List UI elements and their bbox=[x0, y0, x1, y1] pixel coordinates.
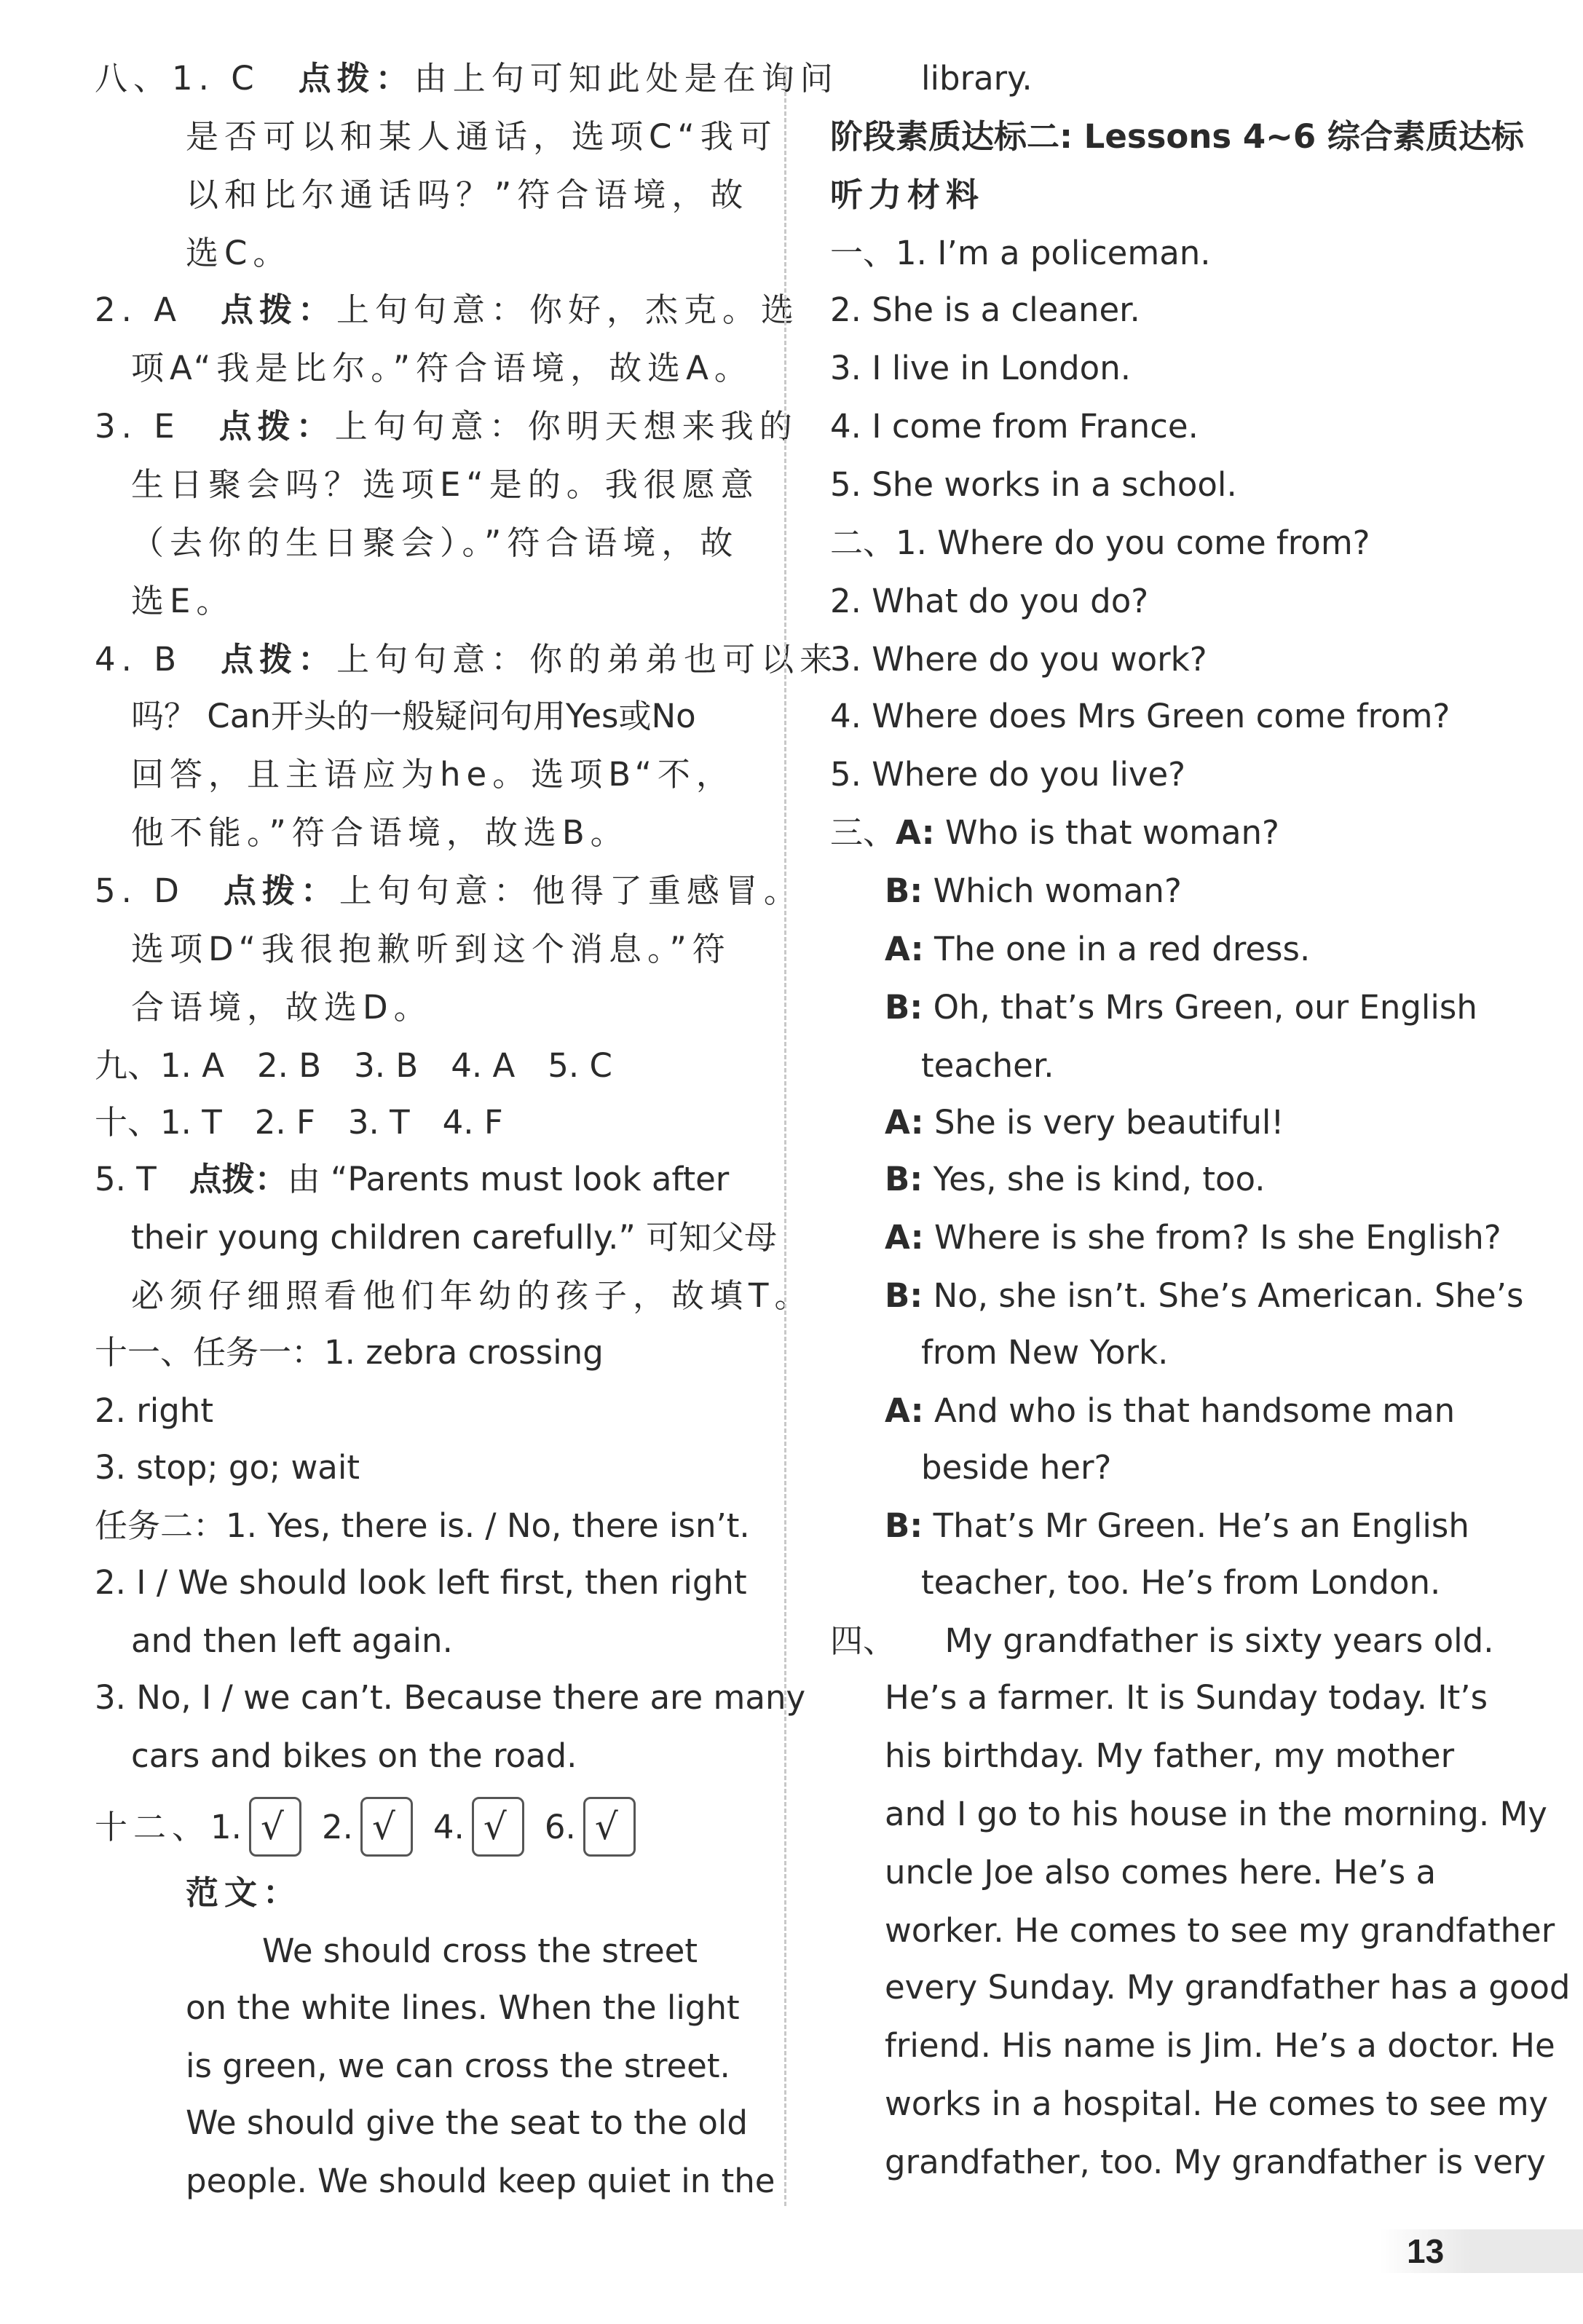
text-segment: We should give the seat to the old bbox=[186, 2103, 748, 2142]
text-segment: 5. D bbox=[95, 872, 224, 910]
left-text-line bbox=[186, 1986, 740, 2030]
text-segment: 3. stop; go; wait bbox=[95, 1448, 360, 1487]
right-text-line bbox=[885, 1734, 1454, 1778]
text-segment: friend. His name is Jim. He’s a doctor. He bbox=[885, 2026, 1555, 2065]
left-text-line bbox=[131, 986, 433, 1029]
left-text-line bbox=[95, 1158, 729, 1201]
left-text-line bbox=[186, 2044, 730, 2088]
right-text-line bbox=[885, 1909, 1555, 1953]
text-segment: 2. A bbox=[95, 290, 221, 329]
right-text-line bbox=[885, 928, 1310, 971]
left-text-line bbox=[131, 811, 629, 855]
text-segment: 吗？ Can开头的一般疑问句用Yes或No bbox=[131, 697, 696, 735]
text-segment: 3. I live in London. bbox=[830, 349, 1132, 387]
left-text-line bbox=[95, 638, 838, 681]
checkbox-checked: √ bbox=[249, 1797, 301, 1857]
text-segment: 二、1. Where do you come from? bbox=[830, 523, 1370, 562]
right-text-line bbox=[830, 753, 1185, 797]
text-segment: 八、1. C bbox=[95, 59, 299, 98]
text-segment: The one in a red dress. bbox=[923, 930, 1311, 968]
bold-label: B: bbox=[885, 1506, 923, 1545]
bold-label: B: bbox=[885, 1276, 923, 1315]
bold-label: 范文： bbox=[186, 1873, 302, 1912]
bold-label: 点拨： bbox=[298, 59, 414, 98]
left-text-line bbox=[131, 1216, 777, 1260]
bold-label: 点拨： bbox=[218, 407, 335, 446]
bold-label: A: bbox=[885, 1391, 924, 1430]
bold-label: A: bbox=[885, 930, 924, 968]
text-segment: on the white lines. When the light bbox=[186, 1988, 740, 2027]
text-segment: every Sunday. My grandfather has a good bbox=[885, 1968, 1571, 2007]
right-text-line bbox=[830, 288, 1140, 332]
section-label: 十二、 bbox=[95, 1808, 211, 1846]
text-segment: works in a hospital. He comes to see my bbox=[885, 2084, 1549, 2123]
text-segment: Oh, that’s Mrs Green, our English bbox=[923, 988, 1477, 1027]
text-segment: 以和比尔通话吗？”符合语境，故 bbox=[186, 175, 749, 214]
text-segment: And who is that handsome man bbox=[923, 1391, 1456, 1430]
text-segment: 他不能。”符合语境，故选B。 bbox=[131, 813, 629, 852]
text-segment: She is very beautiful! bbox=[923, 1103, 1284, 1142]
right-text-line bbox=[830, 115, 1524, 159]
left-text-line bbox=[95, 405, 798, 448]
text-segment: cars and bikes on the road. bbox=[131, 1736, 577, 1775]
right-text-line bbox=[921, 1044, 1054, 1088]
column-divider bbox=[784, 66, 786, 2206]
text-segment: grandfather, too. My grandfather is very bbox=[885, 2143, 1546, 2181]
right-text-line bbox=[830, 638, 1207, 681]
left-text-line bbox=[131, 580, 234, 623]
left-text-line bbox=[186, 2159, 775, 2203]
bold-label: A: bbox=[885, 1103, 924, 1142]
text-segment: 2. I / We should look left first, then right bbox=[95, 1563, 747, 1602]
text-segment: 上句句意：你好，杰克。选 bbox=[336, 290, 800, 329]
text-segment: Where is she from? Is she English? bbox=[923, 1218, 1501, 1257]
left-text-line bbox=[131, 753, 735, 797]
text-segment: is green, we can cross the street. bbox=[186, 2047, 730, 2085]
checkbox-answer-line bbox=[95, 1800, 656, 1859]
left-text-line bbox=[95, 57, 839, 100]
text-segment: Yes, she is kind, too. bbox=[923, 1160, 1266, 1198]
left-text-line bbox=[186, 2101, 748, 2145]
text-segment: teacher, too. He’s from London. bbox=[921, 1563, 1441, 1602]
left-text-line bbox=[95, 288, 800, 332]
text-segment: his birthday. My father, my mother bbox=[885, 1736, 1455, 1775]
text-segment: teacher. bbox=[921, 1046, 1054, 1085]
right-text-line bbox=[885, 1793, 1547, 1836]
text-segment: 2. She is a cleaner. bbox=[830, 290, 1140, 329]
bold-label: 阶段素质达标二: Lessons 4~6 综合素质达标 bbox=[830, 117, 1524, 156]
right-text-line bbox=[885, 1966, 1570, 2009]
text-segment: We should cross the street bbox=[262, 1932, 698, 1970]
right-text-line bbox=[830, 580, 1148, 623]
text-segment: library. bbox=[921, 59, 1033, 98]
text-segment: their young children carefully.” 可知父母 bbox=[131, 1218, 778, 1257]
text-segment: 4. Where does Mrs Green come from? bbox=[830, 697, 1450, 735]
right-text-line bbox=[830, 695, 1450, 738]
text-segment: 3. Where do you work? bbox=[830, 640, 1207, 679]
left-text-line bbox=[131, 695, 696, 738]
text-segment: 十、1. T 2. F 3. T 4. F bbox=[95, 1103, 503, 1142]
right-text-line bbox=[830, 1619, 1494, 1663]
checkbox-checked: √ bbox=[360, 1797, 413, 1857]
text-segment: 上句句意：他得了重感冒。 bbox=[339, 872, 802, 910]
right-text-line bbox=[885, 1676, 1488, 1720]
left-text-line bbox=[131, 347, 753, 390]
text-segment: 合语境，故选D。 bbox=[131, 988, 433, 1027]
bold-label: 点拨： bbox=[221, 290, 337, 329]
right-text-line bbox=[921, 1561, 1440, 1605]
right-text-line bbox=[885, 1389, 1455, 1433]
right-text-line bbox=[830, 811, 1279, 855]
text-segment: 四、 My grandfather is sixty years old. bbox=[830, 1621, 1494, 1660]
text-segment: 选E。 bbox=[131, 582, 235, 620]
left-text-line bbox=[95, 1676, 805, 1720]
left-text-line bbox=[131, 1274, 813, 1318]
text-segment: No, she isn’t. She’s American. She’s bbox=[923, 1276, 1524, 1315]
left-text-line bbox=[131, 1734, 577, 1778]
bold-label: B: bbox=[885, 872, 923, 910]
right-text-line bbox=[921, 1331, 1168, 1375]
text-segment: and then left again. bbox=[131, 1621, 453, 1660]
bold-label: B: bbox=[885, 988, 923, 1027]
text-segment: 选项D“我很抱歉听到这个消息。”符 bbox=[131, 930, 731, 968]
text-segment: 4. I come from France. bbox=[830, 407, 1199, 446]
text-segment: 5. She works in a school. bbox=[830, 465, 1237, 504]
right-text-line bbox=[830, 521, 1370, 565]
left-text-line bbox=[131, 521, 738, 565]
bold-label: A: bbox=[885, 1218, 924, 1257]
item-number: 1. bbox=[210, 1808, 242, 1846]
text-segment: 由上句可知此处是在询问 bbox=[414, 59, 839, 98]
left-text-line bbox=[131, 1619, 453, 1663]
left-text-line bbox=[95, 1331, 604, 1375]
bold-label: 点拨： bbox=[221, 640, 337, 679]
right-text-line bbox=[885, 986, 1477, 1029]
text-segment: 一、1. I’m a policeman. bbox=[830, 234, 1211, 272]
left-text-line bbox=[186, 1871, 301, 1915]
text-segment: and I go to his house in the morning. My bbox=[885, 1795, 1547, 1833]
text-segment: He’s a farmer. It is Sunday today. It’s bbox=[885, 1678, 1488, 1717]
text-segment: 由 “Parents must look after bbox=[287, 1160, 730, 1198]
left-text-line bbox=[131, 928, 731, 971]
left-text-line bbox=[95, 1044, 612, 1088]
text-segment: 上句句意：你明天想来我的 bbox=[334, 407, 798, 446]
text-segment: 三、 bbox=[830, 813, 896, 852]
text-segment: 4. B bbox=[95, 640, 221, 679]
text-segment: people. We should keep quiet in the bbox=[186, 2162, 775, 2200]
right-text-line bbox=[885, 1216, 1501, 1260]
right-text-line bbox=[921, 57, 1033, 100]
right-text-line bbox=[885, 2082, 1548, 2126]
right-text-line bbox=[885, 1158, 1266, 1201]
item-number: 6. bbox=[544, 1808, 576, 1846]
left-text-line bbox=[131, 463, 759, 507]
right-text-line bbox=[885, 1101, 1284, 1145]
text-segment: 回答，且主语应为he。选项B“不， bbox=[131, 755, 735, 794]
text-segment: beside her? bbox=[921, 1448, 1112, 1487]
text-segment: 3. E bbox=[95, 407, 219, 446]
text-segment: 2. What do you do? bbox=[830, 582, 1149, 620]
right-text-line bbox=[885, 1504, 1469, 1548]
text-segment: Which woman? bbox=[923, 872, 1182, 910]
right-text-line bbox=[885, 1851, 1436, 1894]
text-segment: 2. right bbox=[95, 1391, 213, 1430]
right-text-line bbox=[830, 405, 1199, 448]
text-segment: 生日聚会吗？选项E“是的。我很愿意 bbox=[131, 465, 759, 504]
bold-label: 点拨： bbox=[189, 1160, 288, 1198]
left-text-line bbox=[186, 173, 749, 217]
left-text-line bbox=[95, 1101, 503, 1145]
right-text-line bbox=[830, 173, 984, 217]
text-segment: 3. No, I / we can’t. Because there are many bbox=[95, 1678, 806, 1717]
text-segment: （去你的生日聚会）。”符合语境，故 bbox=[131, 523, 739, 562]
text-segment: 十一、任务一：1. zebra crossing bbox=[95, 1333, 604, 1372]
text-segment: 九、1. A 2. B 3. B 4. A 5. C bbox=[95, 1046, 612, 1085]
text-segment: 必须仔细照看他们年幼的孩子，故填T。 bbox=[131, 1276, 813, 1315]
right-text-line bbox=[885, 2024, 1555, 2068]
left-text-line bbox=[95, 1389, 213, 1433]
bold-label: 点拨： bbox=[223, 872, 339, 910]
left-text-line bbox=[186, 232, 291, 275]
text-segment: That’s Mr Green. He’s an English bbox=[923, 1506, 1469, 1545]
left-text-line bbox=[95, 1446, 360, 1490]
text-segment: from New York. bbox=[921, 1333, 1169, 1372]
bold-label: 听力材料 bbox=[830, 175, 985, 214]
text-segment: 上句句意：你的弟弟也可以来 bbox=[336, 640, 839, 679]
bold-label: A: bbox=[896, 813, 935, 852]
text-segment: uncle Joe also comes here. He’s a bbox=[885, 1853, 1437, 1892]
left-text-line bbox=[95, 1504, 750, 1548]
left-text-line bbox=[95, 869, 802, 913]
checkbox-checked: √ bbox=[583, 1797, 636, 1857]
right-text-line bbox=[885, 1274, 1523, 1318]
right-text-line bbox=[885, 2141, 1546, 2184]
right-text-line bbox=[830, 463, 1237, 507]
text-segment: 5. T bbox=[95, 1160, 189, 1198]
page-number: 13 bbox=[1407, 2232, 1445, 2270]
left-text-line bbox=[186, 115, 778, 159]
bold-label: B: bbox=[885, 1160, 923, 1198]
item-number: 2. bbox=[321, 1808, 353, 1846]
text-segment: 项A“我是比尔。”符合语境，故选A。 bbox=[131, 349, 753, 387]
left-text-line bbox=[262, 1929, 698, 1973]
right-text-line bbox=[830, 347, 1131, 390]
text-segment: 任务二：1. Yes, there is. / No, there isn’t. bbox=[95, 1506, 750, 1545]
text-segment: 5. Where do you live? bbox=[830, 755, 1186, 794]
left-text-line bbox=[95, 1561, 747, 1605]
text-segment: 选C。 bbox=[186, 234, 292, 272]
text-segment: 是否可以和某人通话，选项C“我可 bbox=[186, 117, 778, 156]
text-segment: Who is that woman? bbox=[934, 813, 1279, 852]
right-text-line bbox=[921, 1446, 1111, 1490]
text-segment: worker. He comes to see my grandfather bbox=[885, 1911, 1555, 1950]
right-text-line bbox=[830, 232, 1211, 275]
checkbox-checked: √ bbox=[472, 1797, 524, 1857]
right-text-line bbox=[885, 869, 1182, 913]
item-number: 4. bbox=[433, 1808, 465, 1846]
